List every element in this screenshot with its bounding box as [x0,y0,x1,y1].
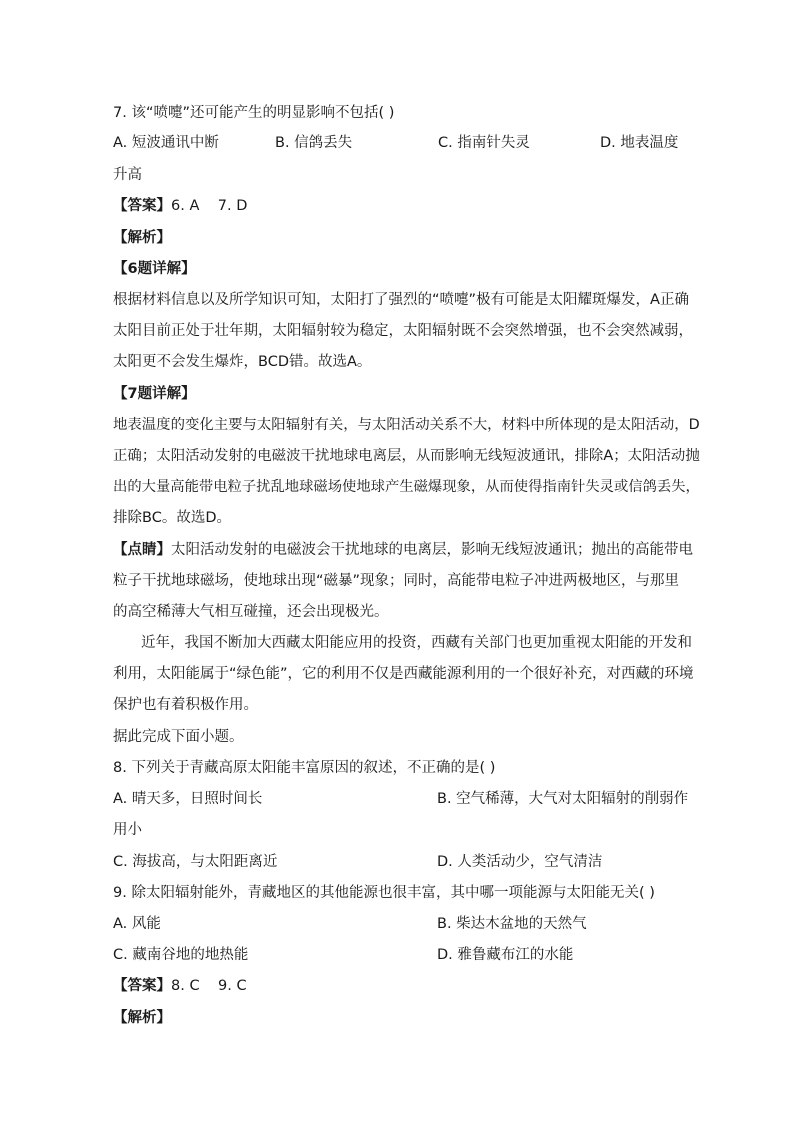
q7-option-d-continued: 升高 [113,167,142,183]
q8-option-b-continued: 用小 [113,822,142,838]
q8-option-a: A. 晴天多，日照时间长 [113,791,263,807]
q9-option-d: D. 雅鲁藏布江的水能 [437,947,574,963]
q6-detail-line-3: 太阳更不会发生爆炸，BCD错。故选A。 [113,354,372,370]
q7-stem: 7. 该“喷嚏”还可能产生的明显影响不包括( ) [113,105,395,121]
q8-option-b: B. 空气稀薄，大气对太阳辐射的削弱作 [437,791,689,807]
answer-block-2 [113,976,247,996]
material-line-2: 利用，太阳能属于“绿色能”，它的利用不仅是西藏能源利用的一个很好补充，对西藏的环境 [113,666,694,682]
q7-option-d: D. 地表温度 [600,135,679,151]
q7-option-c: C. 指南针失灵 [438,135,530,151]
q9-option-c: C. 藏南谷地的地热能 [113,947,249,963]
analysis-heading-2: 【解析】 [113,1010,171,1026]
q7-option-a: A. 短波通讯中断 [113,135,219,151]
dianjing-tag: 【点睛】 [113,542,171,558]
material-line-3: 保护也有着积极作用。 [113,697,258,713]
answer-block-1 [113,196,247,216]
answer-tag: 【答案】 [113,198,171,214]
q9-option-a: A. 风能 [113,916,161,932]
q6-detail-line-1: 根据材料信息以及所学知识可知，太阳打了强烈的“喷嚏”极有可能是太阳耀斑爆发，A正确 [113,292,689,308]
q9-stem: 9. 除太阳辐射能外，青藏地区的其他能源也很丰富，其中哪一项能源与太阳能无关( ) [113,885,655,901]
dianjing-line-2: 粒子干扰地球磁场，使地球出现“磁暴”现象；同时，高能带电粒子冲进两极地区，与那里 [113,573,680,589]
q8-option-d: D. 人类活动少，空气清洁 [437,854,603,870]
dianjing-first-line: 太阳活动发射的电磁波会干扰地球的电离层，影响无线短波通讯；抛出的高能带电 [171,542,693,558]
q6-detail-heading: 【6题详解】 [113,261,196,277]
q6-detail-line-2: 太阳目前正处于壮年期，太阳辐射较为稳定，太阳辐射既不会突然增强，也不会突然减弱， [113,323,693,339]
q7-detail-line-4: 排除BC。故选D。 [113,510,231,526]
q8-stem: 8. 下列关于青藏高原太阳能丰富原因的叙述，不正确的是( ) [113,760,496,776]
q7-detail-line-1: 地表温度的变化主要与太阳辐射有关，与太阳活动关系不大，材料中所体现的是太阳活动，D [113,417,700,433]
q7-detail-heading: 【7题详解】 [113,386,196,402]
answer-text: 6. A 7. D [171,198,248,214]
q7-detail-line-2: 正确；太阳活动发射的电磁波干扰地球电离层，从而影响无线短波通讯，排除A；太阳活动抛 [113,448,700,464]
material-line-1: 近年，我国不断加大西藏太阳能应用的投资，西藏有关部门也更加重视太阳能的开发和 [141,635,692,651]
answer-text: 8. C 9. C [171,978,247,994]
dianjing-block [113,540,693,560]
material-line-4: 据此完成下面小题。 [113,729,244,745]
q8-option-c: C. 海拔高，与太阳距离近 [113,854,278,870]
q7-detail-line-3: 出的大量高能带电粒子扰乱地球磁场使地球产生磁爆现象，从而使得指南针失灵或信鸽丢失， [113,479,700,495]
q9-option-b: B. 柴达木盆地的天然气 [437,916,587,932]
answer-tag: 【答案】 [113,978,171,994]
analysis-heading-1: 【解析】 [113,230,171,246]
q7-option-b: B. 信鸽丢失 [275,135,353,151]
dianjing-line-3: 的高空稀薄大气相互碰撞，还会出现极光。 [113,604,389,620]
